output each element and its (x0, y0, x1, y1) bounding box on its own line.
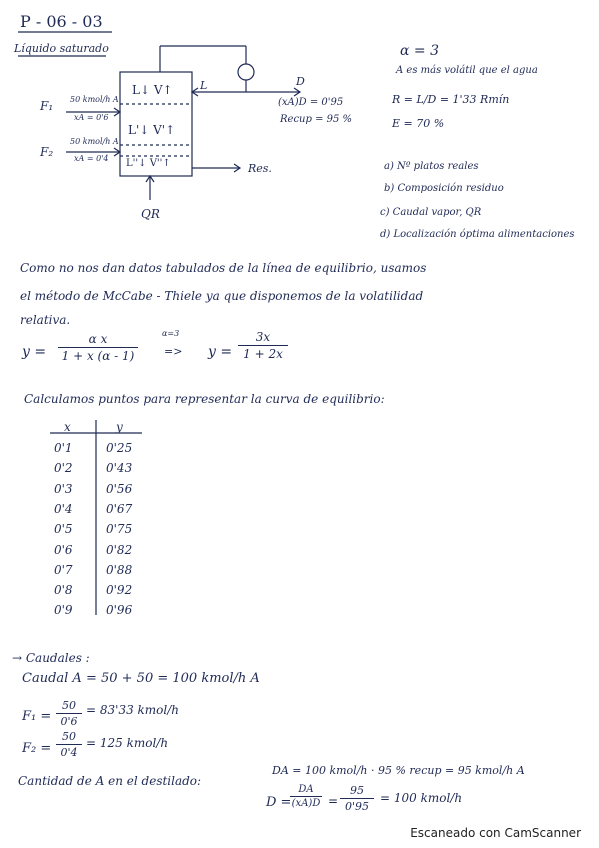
intro-line-1: Como no nos dan datos tabulados de la línea de equilibrio, usamos (20, 261, 427, 275)
stage1-flows: L↓ V↑ (132, 83, 173, 97)
eq2-numerator: 3x (255, 330, 271, 344)
distillate-a-amount: DA = 100 kmol/h · 95 % recup = 95 kmol/h A (272, 764, 525, 777)
residue-label: Res. (248, 162, 272, 175)
question-b: b) Composición residuo (384, 183, 504, 194)
d-result: = 100 kmol/h (380, 791, 463, 805)
subtitle: Líquido saturado (14, 42, 109, 55)
problem-code: P - 06 - 03 (20, 12, 103, 31)
f1-denominator: 0'6 (60, 715, 78, 728)
d-denominator-1: (xA)D (291, 798, 321, 809)
table-cell-x: 0'4 (54, 502, 73, 516)
eq-numerator: α x (88, 332, 108, 346)
distillate-label: D (296, 75, 305, 88)
table-cell-y: 0'25 (106, 441, 133, 455)
table-cell-x: 0'1 (54, 441, 73, 455)
given-reflux: R = L/D = 1'33 Rmín (392, 93, 510, 106)
f1-numerator: 50 (62, 699, 76, 712)
distillate-composition: (xA)D = 0'95 (278, 97, 344, 108)
feed2-flow: 50 kmol/h A (70, 137, 119, 146)
table-cell-x: 0'3 (54, 482, 73, 496)
table-cell-y: 0'96 (106, 603, 133, 617)
feed2-composition: xA = 0'4 (74, 154, 109, 163)
f2-numerator: 50 (62, 730, 76, 743)
f2-denominator: 0'4 (60, 746, 78, 759)
stage2-flows: L'↓ V'↑ (128, 123, 176, 137)
feed2-label: F₂ (40, 145, 54, 159)
intro-line-2: el método de McCabe - Thiele ya que disponemos de la volatilidad (20, 289, 424, 303)
table-cell-y: 0'88 (106, 563, 133, 577)
f1-result: = 83'33 kmol/h (86, 703, 180, 717)
scanner-watermark: Escaneado con CamScanner (410, 826, 581, 840)
eq-condition: α=3 (162, 329, 180, 338)
table-intro: Calculamos puntos para representar la curva de equilibrio: (24, 392, 385, 406)
d-fraction-2 (340, 784, 374, 813)
caudal-a: Caudal A = 50 + 50 = 100 kmol/h A (22, 671, 260, 686)
table-cell-x: 0'6 (54, 543, 73, 557)
stage3-flows: L''↓ V''↑ (126, 158, 171, 169)
d-numerator-1: DA (298, 784, 314, 795)
eq-arrow: => (164, 345, 183, 358)
table-header-x: x (64, 420, 71, 434)
eq-lhs: y = (22, 344, 47, 360)
table-cell-x: 0'8 (54, 583, 73, 597)
table-cell-x: 0'7 (54, 563, 73, 577)
d-fraction-1 (290, 784, 322, 809)
feed1-composition: xA = 0'6 (74, 113, 109, 122)
table-cell-y: 0'82 (106, 543, 133, 557)
eq-fraction (58, 332, 138, 363)
f1-lhs: F₁ = (22, 709, 52, 724)
table-cell-y: 0'43 (106, 461, 133, 475)
table-cell-y: 0'67 (106, 502, 133, 516)
d-lhs: D = (266, 795, 292, 810)
eq2-lhs: y = (208, 344, 233, 360)
reflux-label: L (200, 79, 208, 92)
table-cell-y: 0'56 (106, 482, 133, 496)
f2-fraction (56, 730, 82, 759)
feed1-flow: 50 kmol/h A (70, 95, 119, 104)
cantidad-a-label: Cantidad de A en el destilado: (18, 774, 202, 788)
given-volatile: A es más volátil que el agua (396, 65, 538, 76)
given-alpha: α = 3 (400, 43, 439, 59)
d-equals: = (328, 794, 339, 808)
question-a: a) Nº platos reales (384, 161, 479, 172)
table-cell-y: 0'92 (106, 583, 133, 597)
d-denominator-2: 0'95 (344, 800, 370, 813)
eq2-denominator: 1 + 2x (243, 347, 283, 361)
f1-fraction (56, 699, 82, 728)
table-header-y: y (116, 420, 123, 434)
table-cell-y: 0'75 (106, 522, 133, 536)
flows-title: → Caudales : (12, 651, 90, 665)
f2-lhs: F₂ = (22, 741, 52, 756)
table-cell-x: 0'2 (54, 461, 73, 475)
intro-line-3: relativa. (20, 313, 71, 327)
heat-label: QR (141, 207, 160, 221)
d-numerator-2: 95 (350, 784, 364, 797)
question-c: c) Caudal vapor, QR (380, 207, 482, 218)
table-cell-x: 0'5 (54, 522, 73, 536)
recovery: Recup = 95 % (280, 114, 353, 125)
f2-result: = 125 kmol/h (86, 736, 169, 750)
eq2-fraction (238, 330, 288, 361)
given-efficiency: E = 70 % (392, 117, 445, 130)
eq-denominator: 1 + x (α - 1) (61, 349, 135, 363)
condenser (238, 64, 254, 80)
table-cell-x: 0'9 (54, 603, 73, 617)
feed1-label: F₁ (40, 99, 54, 113)
question-d: d) Localización óptima alimentaciones (380, 229, 575, 240)
